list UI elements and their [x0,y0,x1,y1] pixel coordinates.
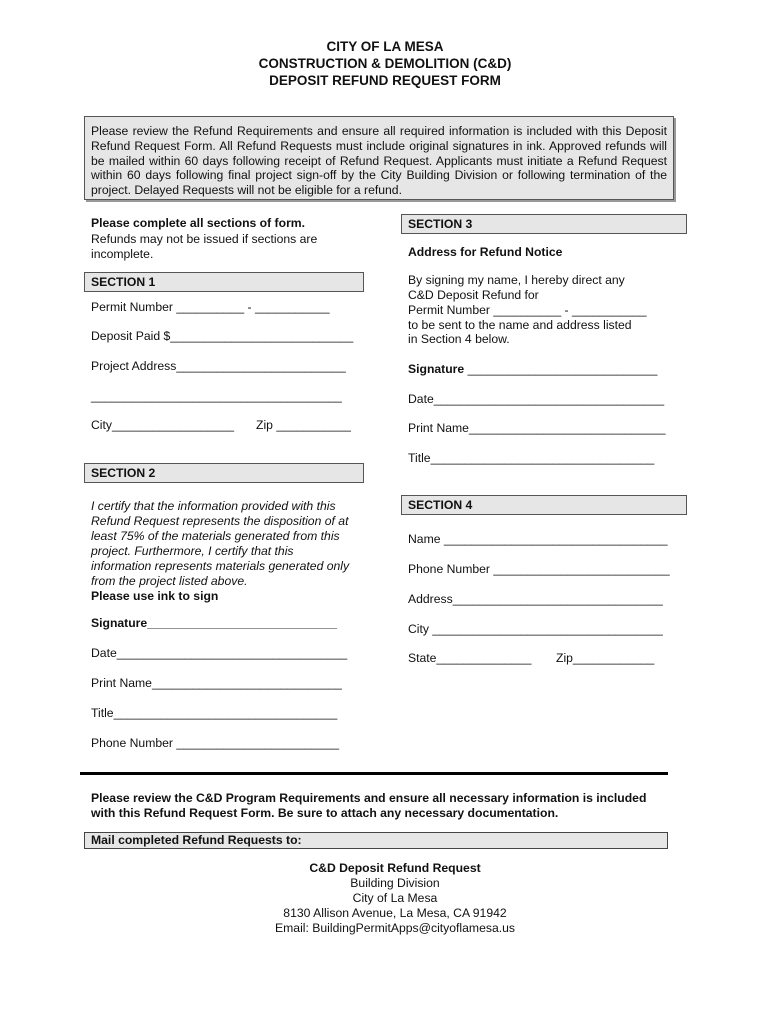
mail-instructions-bar: Mail completed Refund Requests to: [84,832,668,849]
intro-instructions: Please review the Refund Requirements and ensure all required information is included with this Deposit Refund Request Form. All Refund Requests must include original signatures in ink. Approved refunds will be mailed within 60 days following receipt of Refund Request. Applicants must initiate a Refund Request within 60 days following final project sign-off by the City Building Division or following termination of the project. Delayed Requests will not be eligible for a refund. [84,116,674,200]
direction-text: By signing my name, I hereby direct any [408,273,625,287]
program-review-note-2: with this Refund Request Form. Be sure to attach any necessary documentation. [91,806,559,820]
mailing-address-recipient: C&D Deposit Refund Request [309,861,481,875]
mailing-address-city: City of La Mesa [352,891,438,905]
direction-text: C&D Deposit Refund for [408,288,539,302]
project-address-line-2[interactable]: _____________________________________ [91,389,342,403]
section-1-header: SECTION 1 [84,272,364,292]
section-4-zip-field[interactable]: Zip____________ [556,651,655,665]
section-4-phone-field[interactable]: Phone Number __________________________ [408,562,670,576]
certification-text: from the project listed above. [91,574,248,588]
form-title-city: CITY OF LA MESA [326,39,444,54]
section-4-address-field[interactable]: Address_______________________________ [408,592,663,606]
section-2-title-field[interactable]: Title_________________________________ [91,706,338,720]
section-2-print-name-field[interactable]: Print Name____________________________ [91,676,342,690]
mailing-address-division: Building Division [350,876,440,890]
complete-sections-note: Refunds may not be issued if sections are [91,232,318,246]
complete-sections-heading: Please complete all sections of form. [91,216,306,230]
form-title-program: CONSTRUCTION & DEMOLITION (C&D) [258,56,512,71]
deposit-paid-field[interactable]: Deposit Paid $___________________________ [91,329,354,343]
signature-line: ____________________________ [464,362,658,376]
section-4-state-field[interactable]: State______________ [408,651,532,665]
mailing-address-street: 8130 Allison Avenue, La Mesa, CA 91942 [283,906,507,920]
section-3-title-field[interactable]: Title_________________________________ [408,451,655,465]
zip-field[interactable]: Zip ___________ [256,418,351,432]
ink-note: Please use ink to sign [91,589,219,603]
section-3-date-field[interactable]: Date__________________________________ [408,392,665,406]
section-2-header: SECTION 2 [84,463,364,483]
direction-text: in Section 4 below. [408,332,510,346]
refund-notice-heading: Address for Refund Notice [408,245,563,259]
section-2-phone-field[interactable]: Phone Number ________________________ [91,736,340,750]
section-2-signature-field[interactable]: Signature____________________________ [91,616,337,630]
complete-sections-note-2: incomplete. [91,247,154,261]
section-4-name-field[interactable]: Name _________________________________ [408,532,668,546]
certification-text: least 75% of the materials generated from this [91,529,340,543]
section-3-print-name-field[interactable]: Print Name_____________________________ [408,421,666,435]
permit-number-field[interactable]: Permit Number __________ - ___________ [91,300,330,314]
section-3-permit-number-field[interactable]: Permit Number __________ - ___________ [408,303,647,317]
project-address-field[interactable]: Project Address_________________________ [91,359,346,373]
section-4-city-field[interactable]: City __________________________________ [408,622,663,636]
certification-text: Refund Request represents the disposition of at [91,514,349,528]
section-3-header: SECTION 3 [401,214,687,234]
certification-text: project. Furthermore, I certify that this [91,544,294,558]
certification-text: I certify that the information provided with this [91,499,336,513]
city-field[interactable]: City__________________ [91,418,234,432]
contact-email[interactable]: Email: BuildingPermitApps@cityoflamesa.us [275,921,515,935]
section-3-signature-field[interactable] [408,362,657,376]
program-review-note: Please review the C&D Program Requirements and ensure all necessary information is included [91,791,647,805]
section-4-header: SECTION 4 [401,495,687,515]
form-title-form: DEPOSIT REFUND REQUEST FORM [269,73,501,88]
section-2-date-field[interactable]: Date__________________________________ [91,646,348,660]
signature-label: Signature [408,362,465,376]
section-divider [80,772,668,775]
certification-text: information represents materials generated only [91,559,350,573]
direction-text: to be sent to the name and address listed [408,318,632,332]
